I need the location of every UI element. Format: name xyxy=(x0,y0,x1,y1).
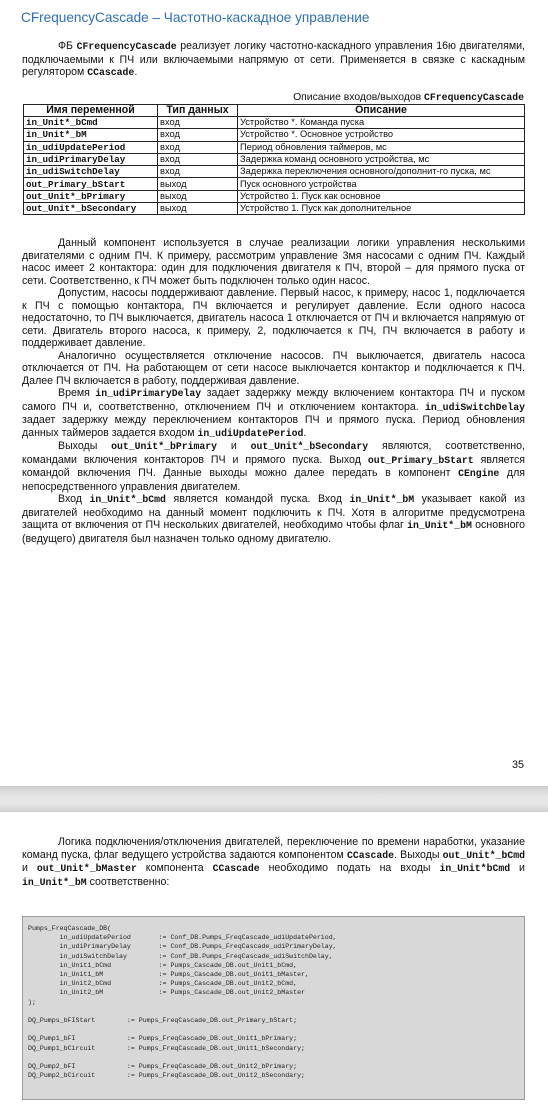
code-term: in_Unit*_bCmd xyxy=(89,494,166,505)
header-data-type: Тип данных xyxy=(158,105,238,117)
code-listing xyxy=(22,916,525,1100)
code-term: in_Unit*bCmd xyxy=(439,863,511,874)
code-term: CCascade xyxy=(347,849,395,861)
table-row: in_Unit*_bCmd вход Устройство *. Команда пуска xyxy=(24,117,525,129)
page-separator xyxy=(0,786,548,812)
code-term: out_Unit*_bPrimary xyxy=(111,441,217,452)
table-row: in_udiSwitchDelay вход Задержка переключения основного/дополнит-го пуска, мс xyxy=(24,166,525,178)
code-term: CCascade xyxy=(87,67,135,78)
header-variable-name: Имя переменной xyxy=(24,105,158,117)
intro-paragraph: ФБ CFrequencyCascade реализует логику частотно-каскадного управления 16ю двигателями, подключаемыми к ПЧ или включаемыми напрямую от сети. Применяется в связке с каскадным регулятором CCascade. xyxy=(22,40,525,78)
code-term: out_Unit*_bSecondary xyxy=(250,441,369,452)
header-description: Описание xyxy=(238,105,525,117)
body-text xyxy=(22,237,525,545)
page2-paragraph: Логика подключения/отключения двигателей, переключение по времени наработки, указание команд пуска, флаг ведущего устройства задаются компонентом CCascade. Выходы out_Unit*_bCmd и out_Unit*_bMaster компонента CCascade необходимо подать на входы in_Unit*bCmd и in_Unit*_bM соответственно: xyxy=(22,836,525,888)
document-page-2 xyxy=(0,812,548,1117)
table-row: out_Unit*_bPrimary выход Устройство 1. Пуск как основное xyxy=(24,190,525,202)
code-term: out_Primary_bStart xyxy=(367,454,474,466)
paragraph: Аналогично осуществляется отключение насосов. ПЧ выключается, двигатель насоса отключается от ПЧ. На работающем от сети насосе выключается контактор и подключается к ПЧ. Далее ПЧ включается в работу, поддерживая давление. xyxy=(22,349,525,387)
code-term: in_udiUpdatePeriod xyxy=(197,427,304,439)
code-term: in_udiPrimaryDelay xyxy=(95,388,202,399)
code-term: in_Unit*_bM xyxy=(407,520,472,531)
code-term: out_Unit*_bCmd xyxy=(442,849,525,861)
io-table xyxy=(23,104,525,215)
table-row: out_Unit*_bSecondary выход Устройство 1. Пуск как дополнительное xyxy=(24,203,525,215)
paragraph: Выходы out_Unit*_bPrimary и out_Unit*_bSecondary являются, соответственно, командами включения контакторов ПЧ и прямого пуска. Выход out_Primary_bStart является командой включения ПЧ. Данные выходы можно далее передать в компонент CEngine для непосредственного управления двигателем. xyxy=(22,440,526,493)
page-number: 35 xyxy=(511,759,524,771)
code-term: CEngine xyxy=(458,468,500,479)
table-header-row xyxy=(24,105,525,117)
code-text: Pumps_FreqCascade_DB( in_udiUpdatePeriod := Conf_DB.Pumps_FreqCascade_udiUpdatePeriod, in_udiPrimaryDelay := Conf_DB.Pumps_FreqCascade_udiPrimaryDelay, in_udiSwitchDelay := Conf_DB.Pumps_FreqCascade_udiSwitchDelay, in_Unit1_bCmd := Pumps_Cascade_DB.out_Unit1_bCmd, in_Unit1_bM := Pumps_Cascade_DB.out_Unit1_bMaster, in_Unit2_bCmd := Pumps_Cascade_DB.out_Unit2_bCmd, in_Unit2_bM := Pumps_Cascade_DB.out_Unit2_bMaster ); DQ_Pumps_bFIStart := Pumps_FreqCascade_DB.out_Primary_bStart; DQ_Pump1_bFI := Pumps_FreqCascade_DB.out_Unit1_bPrimary; DQ_Pump1_bCircuit := Pumps_FreqCascade_DB.out_Unit1_bSecondary; DQ_Pump2_bFI := Pumps_FreqCascade_DB.out_Unit2_bPrimary; DQ_Pump2_bCircuit := Pumps_FreqCascade_DB.out_Unit2_bSecondary; xyxy=(28,925,337,1080)
table-row: in_udiPrimaryDelay вход Задержка команд основного устройства, мс xyxy=(24,153,525,165)
paragraph: Данный компонент используется в случае реализации логики управления несколькими двигателями с одним ПЧ. К примеру, рассмотрим управление 3мя насосами с одним ПЧ. Каждый насос имеет 2 контактора: один для подключения двигателя к ПЧ, второй – для прямого пуска от сети. Соответственно, к ПЧ может быть подключен только один насос. xyxy=(22,237,525,287)
table-row: out_Primary_bStart выход Пуск основного устройства xyxy=(24,178,525,190)
paragraph: Допустим, насосы поддерживают давление. Первый насос, к примеру, насос 1, подключается к ПЧ с помощью контактора, ПЧ включается и регулирует давление. Если одного насоса недостаточно, то ПЧ выключается, двигатель насоса 1 отключается от ПЧ и включается напрямую от сети. Двигатель второго насоса, к примеру, 2, подключается к ПЧ, ПЧ включается в работу и поддерживает давление. xyxy=(22,287,525,349)
code-term: in_udiSwitchDelay xyxy=(425,401,525,413)
code-term: out_Unit*_bMaster xyxy=(36,863,137,874)
code-term: in_Unit*_bM xyxy=(349,494,415,505)
paragraph: Время in_udiPrimaryDelay задает задержку между включением контактора ПЧ и пуском самого ПЧ и, соответственно, отключением ПЧ и отключением контактора. in_udiSwitchDelay задает задержку между переключением контакторов ПЧ и прямого пуска. Период обновления данных таймеров задается входом in_udiUpdatePeriod. xyxy=(22,387,525,439)
code-term: in_Unit*_bM xyxy=(22,876,87,888)
code-term: CCascade xyxy=(212,863,260,874)
code-term: CFrequencyCascade xyxy=(76,41,177,52)
table-row: in_Unit*_bM вход Устройство *. Основное устройство xyxy=(24,129,525,141)
table-caption: Описание входов/выходов CFrequencyCascade xyxy=(293,92,524,103)
section-title: CFrequencyCascade – Частотно-каскадное управление xyxy=(21,10,370,25)
table-row: in_udiUpdatePeriod вход Период обновления таймеров, мс xyxy=(24,141,525,153)
paragraph: Вход in_Unit*_bCmd является командой пуска. Вход in_Unit*_bM указывает какой из двигателей необходимо на данный момент подключить к ПЧ. Хотя в алгоритме предусмотрена защита от включения от ПЧ нескольких двигателей, необходимо чтобы флаг in_Unit*_bM основного (ведущего) двигателя был назначен только одному двигателю. xyxy=(22,493,525,545)
